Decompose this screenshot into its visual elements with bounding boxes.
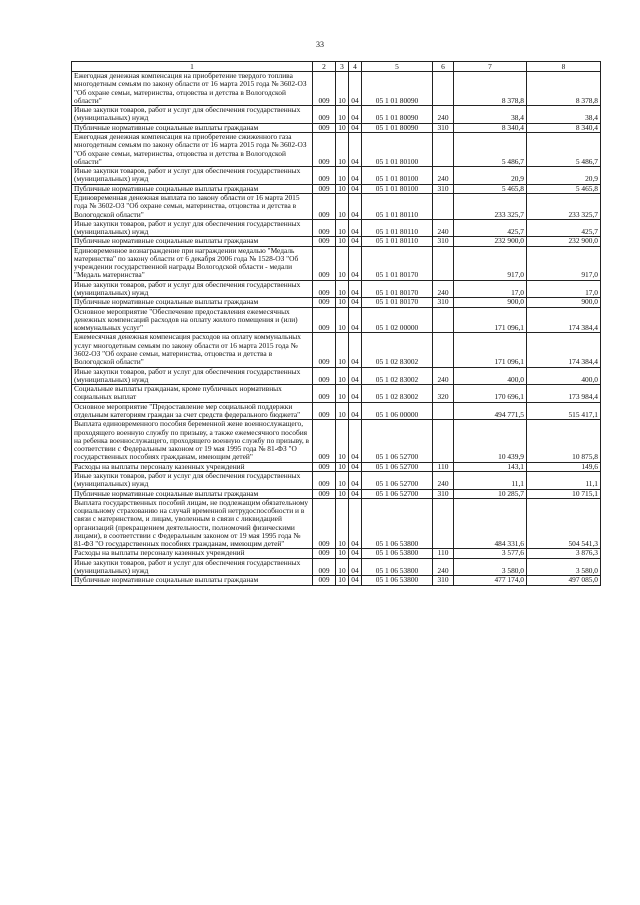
code-subsection: 04 [349,237,362,246]
row-name: Ежегодная денежная компенсация на приобретение сжиженного газа многодетным семьям по закону области от 16 марта 2015 года № 3602-ОЗ "Об охране семьи, материнства, отцовства и детства в Вологодской области" [72,132,313,166]
code-ministry: 009 [313,385,336,403]
row-name: Иные закупки товаров, работ и услуг для обеспечения государственных (муниципальных) нужд [72,280,313,298]
code-subsection: 04 [349,367,362,385]
code-section: 10 [336,471,349,489]
amount-year-2: 11,1 [527,471,601,489]
code-ministry: 009 [313,193,336,219]
table-body [72,72,601,586]
code-expense-type [433,193,454,219]
amount-year-1: 5 465,8 [454,184,527,193]
code-section: 10 [336,385,349,403]
amount-year-1: 10 285,7 [454,489,527,498]
table-row [72,385,601,403]
code-expense-type [433,246,454,280]
code-ministry: 009 [313,167,336,185]
code-target-article: 05 1 01 80110 [362,219,433,237]
amount-year-1: 10 439,9 [454,420,527,462]
code-section: 10 [336,167,349,185]
amount-year-1: 38,4 [454,106,527,124]
amount-year-1: 484 331,6 [454,498,527,549]
row-name: Иные закупки товаров, работ и услуг для обеспечения государственных (муниципальных) нужд [72,106,313,124]
table-row [72,298,601,307]
code-target-article: 05 1 02 83002 [362,333,433,367]
code-target-article: 05 1 06 53800 [362,558,433,576]
code-section: 10 [336,462,349,471]
column-header: 6 [433,62,454,72]
amount-year-2: 17,0 [527,280,601,298]
table-row [72,420,601,462]
amount-year-1: 8 378,8 [454,72,527,106]
code-ministry: 009 [313,576,336,585]
amount-year-2: 8 340,4 [527,123,601,132]
amount-year-2: 400,0 [527,367,601,385]
table-header [72,62,601,72]
column-header: 1 [72,62,313,72]
amount-year-2: 149,6 [527,462,601,471]
code-section: 10 [336,123,349,132]
column-header: 3 [336,62,349,72]
row-name: Ежегодная денежная компенсация на приобретение твердого топлива многодетным семьям по закону области от 16 марта 2015 года № 3602-ОЗ "Об охране семьи, материнства, отцовства и детства в Вологодской области" [72,72,313,106]
code-target-article: 05 1 06 00000 [362,402,433,420]
code-section: 10 [336,132,349,166]
row-name: Основное мероприятие "Обеспечение предоставления ежемесячных денежных компенсаций расходов на оплату жилого помещения и (или) коммунальных услуг" [72,307,313,333]
row-name: Публичные нормативные социальные выплаты гражданам [72,298,313,307]
code-subsection: 04 [349,280,362,298]
amount-year-2: 20,9 [527,167,601,185]
table-row [72,576,601,585]
code-section: 10 [336,558,349,576]
row-name: Выплата единовременного пособия беременной жене военнослужащего, проходящего военную службу по призыву, а также ежемесячного пособия на ребенка военнослужащего, проходящего военную службу по призыву, в соответствии с Федеральным законом от 19 мая 1995 года № 81-ФЗ "О государственных пособиях гражданам, имеющим детей" [72,420,313,462]
code-subsection: 04 [349,193,362,219]
amount-year-2: 232 900,0 [527,237,601,246]
code-section: 10 [336,184,349,193]
code-ministry: 009 [313,489,336,498]
table-row [72,193,601,219]
amount-year-2: 38,4 [527,106,601,124]
amount-year-1: 3 580,0 [454,558,527,576]
row-name: Иные закупки товаров, работ и услуг для обеспечения государственных (муниципальных) нужд [72,167,313,185]
code-target-article: 05 1 01 80100 [362,184,433,193]
code-ministry: 009 [313,333,336,367]
table-row [72,246,601,280]
code-subsection: 04 [349,184,362,193]
code-ministry: 009 [313,367,336,385]
code-section: 10 [336,489,349,498]
amount-year-1: 400,0 [454,367,527,385]
code-subsection: 04 [349,298,362,307]
amount-year-2: 10 715,1 [527,489,601,498]
code-expense-type [433,498,454,549]
code-expense-type [433,72,454,106]
row-name: Публичные нормативные социальные выплаты гражданам [72,576,313,585]
code-expense-type [433,307,454,333]
amount-year-1: 17,0 [454,280,527,298]
code-target-article: 05 1 02 83002 [362,367,433,385]
code-subsection: 04 [349,402,362,420]
code-target-article: 05 1 01 80110 [362,237,433,246]
row-name: Иные закупки товаров, работ и услуг для обеспечения государственных (муниципальных) нужд [72,367,313,385]
code-target-article: 05 1 02 00000 [362,307,433,333]
code-ministry: 009 [313,462,336,471]
table-row [72,72,601,106]
code-ministry: 009 [313,498,336,549]
amount-year-1: 143,1 [454,462,527,471]
code-section: 10 [336,333,349,367]
table-row [72,549,601,558]
code-expense-type [433,333,454,367]
code-target-article: 05 1 01 80170 [362,246,433,280]
amount-year-2: 5 465,8 [527,184,601,193]
amount-year-2: 425,7 [527,219,601,237]
row-name: Иные закупки товаров, работ и услуг для обеспечения государственных (муниципальных) нужд [72,558,313,576]
code-section: 10 [336,402,349,420]
code-section: 10 [336,298,349,307]
code-section: 10 [336,420,349,462]
code-section: 10 [336,193,349,219]
row-name: Расходы на выплаты персоналу казенных учреждений [72,462,313,471]
code-ministry: 009 [313,219,336,237]
code-expense-type: 240 [433,167,454,185]
code-target-article: 05 1 02 83002 [362,385,433,403]
code-ministry: 009 [313,237,336,246]
code-expense-type [433,420,454,462]
code-ministry: 009 [313,298,336,307]
amount-year-2: 3 876,3 [527,549,601,558]
code-ministry: 009 [313,246,336,280]
amount-year-2: 8 378,8 [527,72,601,106]
amount-year-2: 515 417,1 [527,402,601,420]
table-row [72,219,601,237]
code-expense-type: 310 [433,489,454,498]
amount-year-2: 173 984,4 [527,385,601,403]
code-target-article: 05 1 01 80100 [362,132,433,166]
code-ministry: 009 [313,72,336,106]
code-expense-type: 310 [433,184,454,193]
code-expense-type: 310 [433,298,454,307]
row-name: Публичные нормативные социальные выплаты гражданам [72,237,313,246]
code-target-article: 05 1 01 80170 [362,298,433,307]
row-name: Выплата государственных пособий лицам, не подлежащим обязательному социальному страхованию на случай временной нетрудоспособности и в связи с материнством, и лицам, уволенным в связи с ликвидацией организаций (прекращением деятельности, полномочий физическими лицами), в соответствии с Федеральным законом от 19 мая 1995 года № 81-ФЗ "О государственных пособиях гражданам, имеющим детей" [72,498,313,549]
table-row [72,333,601,367]
code-subsection: 04 [349,498,362,549]
code-expense-type: 240 [433,471,454,489]
code-ministry: 009 [313,549,336,558]
code-expense-type [433,402,454,420]
table-row [72,489,601,498]
amount-year-2: 3 580,0 [527,558,601,576]
code-section: 10 [336,307,349,333]
code-expense-type: 320 [433,385,454,403]
amount-year-2: 174 384,4 [527,333,601,367]
code-target-article: 05 1 01 80090 [362,72,433,106]
code-ministry: 009 [313,280,336,298]
row-name: Иные закупки товаров, работ и услуг для обеспечения государственных (муниципальных) нужд [72,471,313,489]
amount-year-1: 5 486,7 [454,132,527,166]
code-ministry: 009 [313,123,336,132]
table-row [72,167,601,185]
code-subsection: 04 [349,420,362,462]
code-ministry: 009 [313,402,336,420]
code-target-article: 05 1 06 53800 [362,549,433,558]
row-name: Основное мероприятие "Предоставление мер социальной поддержки отдельным категориям граждан за счет средств федерального бюджета" [72,402,313,420]
code-expense-type: 310 [433,576,454,585]
column-header: 4 [349,62,362,72]
code-expense-type: 110 [433,462,454,471]
budget-table [71,61,601,586]
amount-year-1: 494 771,5 [454,402,527,420]
amount-year-1: 917,0 [454,246,527,280]
code-subsection: 04 [349,471,362,489]
code-section: 10 [336,280,349,298]
code-subsection: 04 [349,106,362,124]
row-name: Расходы на выплаты персоналу казенных учреждений [72,549,313,558]
amount-year-1: 11,1 [454,471,527,489]
table-row [72,471,601,489]
code-subsection: 04 [349,333,362,367]
code-ministry: 009 [313,307,336,333]
code-subsection: 04 [349,246,362,280]
code-ministry: 009 [313,471,336,489]
page-number: 33 [316,40,324,49]
code-target-article: 05 1 06 53800 [362,576,433,585]
amount-year-1: 171 096,1 [454,333,527,367]
table-row [72,402,601,420]
amount-year-1: 233 325,7 [454,193,527,219]
row-name: Публичные нормативные социальные выплаты гражданам [72,184,313,193]
code-expense-type: 240 [433,367,454,385]
code-target-article: 05 1 06 52700 [362,471,433,489]
code-subsection: 04 [349,558,362,576]
amount-year-2: 917,0 [527,246,601,280]
code-subsection: 04 [349,307,362,333]
code-section: 10 [336,219,349,237]
amount-year-2: 233 325,7 [527,193,601,219]
code-target-article: 05 1 01 80090 [362,123,433,132]
code-ministry: 009 [313,420,336,462]
table-row [72,498,601,549]
table-row [72,132,601,166]
code-subsection: 04 [349,385,362,403]
row-name: Социальные выплаты гражданам, кроме публичных нормативных социальных выплат [72,385,313,403]
column-header: 7 [454,62,527,72]
code-expense-type: 240 [433,558,454,576]
code-section: 10 [336,549,349,558]
amount-year-1: 170 696,1 [454,385,527,403]
column-header: 2 [313,62,336,72]
amount-year-2: 504 541,3 [527,498,601,549]
code-expense-type [433,132,454,166]
code-ministry: 009 [313,106,336,124]
code-section: 10 [336,246,349,280]
code-subsection: 04 [349,123,362,132]
amount-year-2: 10 875,8 [527,420,601,462]
amount-year-1: 3 577,6 [454,549,527,558]
row-name: Публичные нормативные социальные выплаты гражданам [72,123,313,132]
amount-year-1: 477 174,0 [454,576,527,585]
code-expense-type: 310 [433,237,454,246]
code-ministry: 009 [313,132,336,166]
code-subsection: 04 [349,489,362,498]
code-target-article: 05 1 01 80110 [362,193,433,219]
code-target-article: 05 1 06 52700 [362,489,433,498]
column-header: 5 [362,62,433,72]
code-subsection: 04 [349,576,362,585]
amount-year-1: 8 340,4 [454,123,527,132]
code-subsection: 04 [349,462,362,471]
table-row [72,280,601,298]
code-target-article: 05 1 01 80170 [362,280,433,298]
code-target-article: 05 1 01 80100 [362,167,433,185]
code-target-article: 05 1 01 80090 [362,106,433,124]
code-subsection: 04 [349,167,362,185]
code-expense-type: 240 [433,106,454,124]
row-name: Иные закупки товаров, работ и услуг для обеспечения государственных (муниципальных) нужд [72,219,313,237]
amount-year-1: 232 900,0 [454,237,527,246]
code-subsection: 04 [349,549,362,558]
code-subsection: 04 [349,219,362,237]
code-section: 10 [336,106,349,124]
code-ministry: 009 [313,558,336,576]
column-header: 8 [527,62,601,72]
amount-year-2: 5 486,7 [527,132,601,166]
code-target-article: 05 1 06 52700 [362,420,433,462]
amount-year-1: 425,7 [454,219,527,237]
code-ministry: 009 [313,184,336,193]
code-expense-type: 110 [433,549,454,558]
table-row [72,558,601,576]
amount-year-1: 20,9 [454,167,527,185]
table-row [72,307,601,333]
code-target-article: 05 1 06 53800 [362,498,433,549]
row-name: Единовременное вознаграждение при награждении медалью "Медаль материнства" по закону области от 6 декабря 2006 года № 1528-ОЗ "Об учреждении государственной награды Вологодской области - медали "Медаль материнства" [72,246,313,280]
code-section: 10 [336,237,349,246]
code-subsection: 04 [349,132,362,166]
amount-year-1: 171 096,1 [454,307,527,333]
code-section: 10 [336,498,349,549]
row-name: Ежемесячная денежная компенсация расходов на оплату коммунальных услуг многодетным семьям по закону области от 16 марта 2015 года № 3602-ОЗ "Об охране семьи, материнства, отцовства и детства в Вологодской области" [72,333,313,367]
code-expense-type: 240 [433,219,454,237]
code-expense-type: 310 [433,123,454,132]
amount-year-2: 174 384,4 [527,307,601,333]
code-section: 10 [336,576,349,585]
code-subsection: 04 [349,72,362,106]
amount-year-2: 900,0 [527,298,601,307]
row-name: Публичные нормативные социальные выплаты гражданам [72,489,313,498]
code-section: 10 [336,367,349,385]
code-section: 10 [336,72,349,106]
code-target-article: 05 1 06 52700 [362,462,433,471]
code-expense-type: 240 [433,280,454,298]
row-name: Единовременная денежная выплата по закону области от 16 марта 2015 года № 3602-ОЗ "Об охране семьи, материнства, отцовства и детства в Вологодской области" [72,193,313,219]
table-row [72,367,601,385]
amount-year-1: 900,0 [454,298,527,307]
table-row [72,106,601,124]
table-row [72,237,601,246]
amount-year-2: 497 085,0 [527,576,601,585]
